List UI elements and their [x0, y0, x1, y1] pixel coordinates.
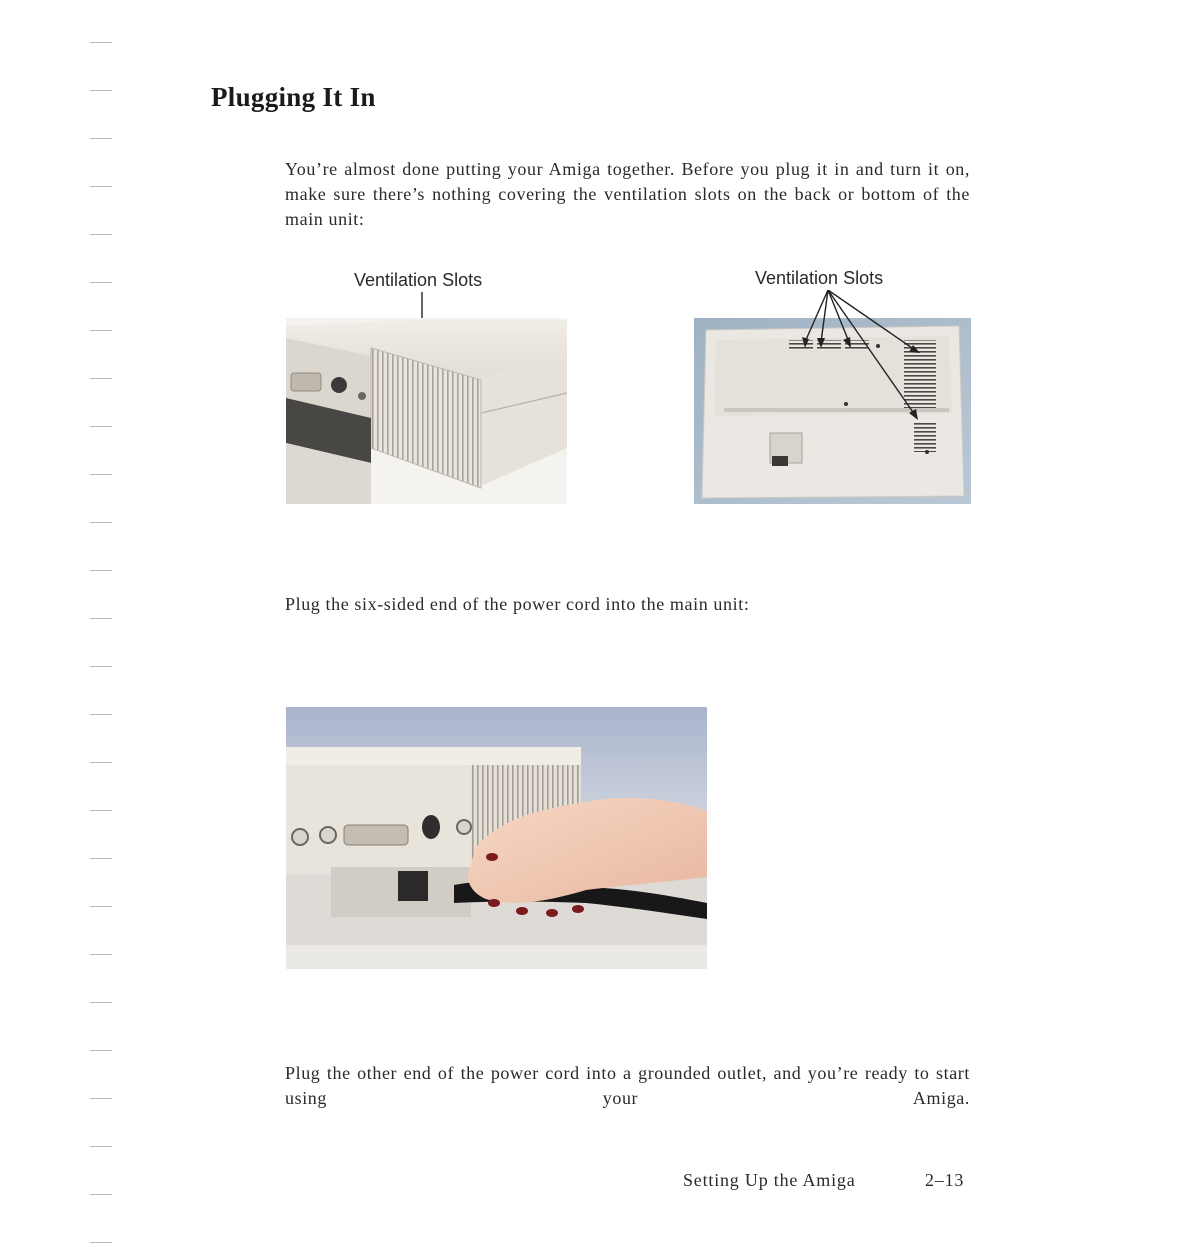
figure-right-arrows [790, 290, 930, 420]
figure-right-caption: Ventilation Slots [755, 268, 884, 288]
power-cord-photo [286, 707, 707, 969]
page-title: Plugging It In [211, 82, 376, 112]
footer-chapter-title: Setting Up the Amiga [683, 1170, 856, 1190]
margin-ticks [86, 30, 116, 1250]
unit-back-photo [286, 318, 567, 504]
step-plug-main-unit: Plug the six-sided end of the power cord into the main unit: [285, 594, 750, 614]
footer-page-number: 2–13 [925, 1170, 965, 1190]
step-plug-outlet-text: Plug the other end of the power cord into a grounded outlet, and you’re ready to start using your Amiga. [285, 1063, 970, 1108]
step-plug-outlet [285, 1061, 970, 1111]
intro-paragraph: You’re almost done putting your Amiga together. Before you plug it in and turn it on, make sure there’s nothing covering the ventilation slots on the back or bottom of the main unit: [285, 159, 970, 229]
figure-left-caption: Ventilation Slots [354, 270, 483, 290]
